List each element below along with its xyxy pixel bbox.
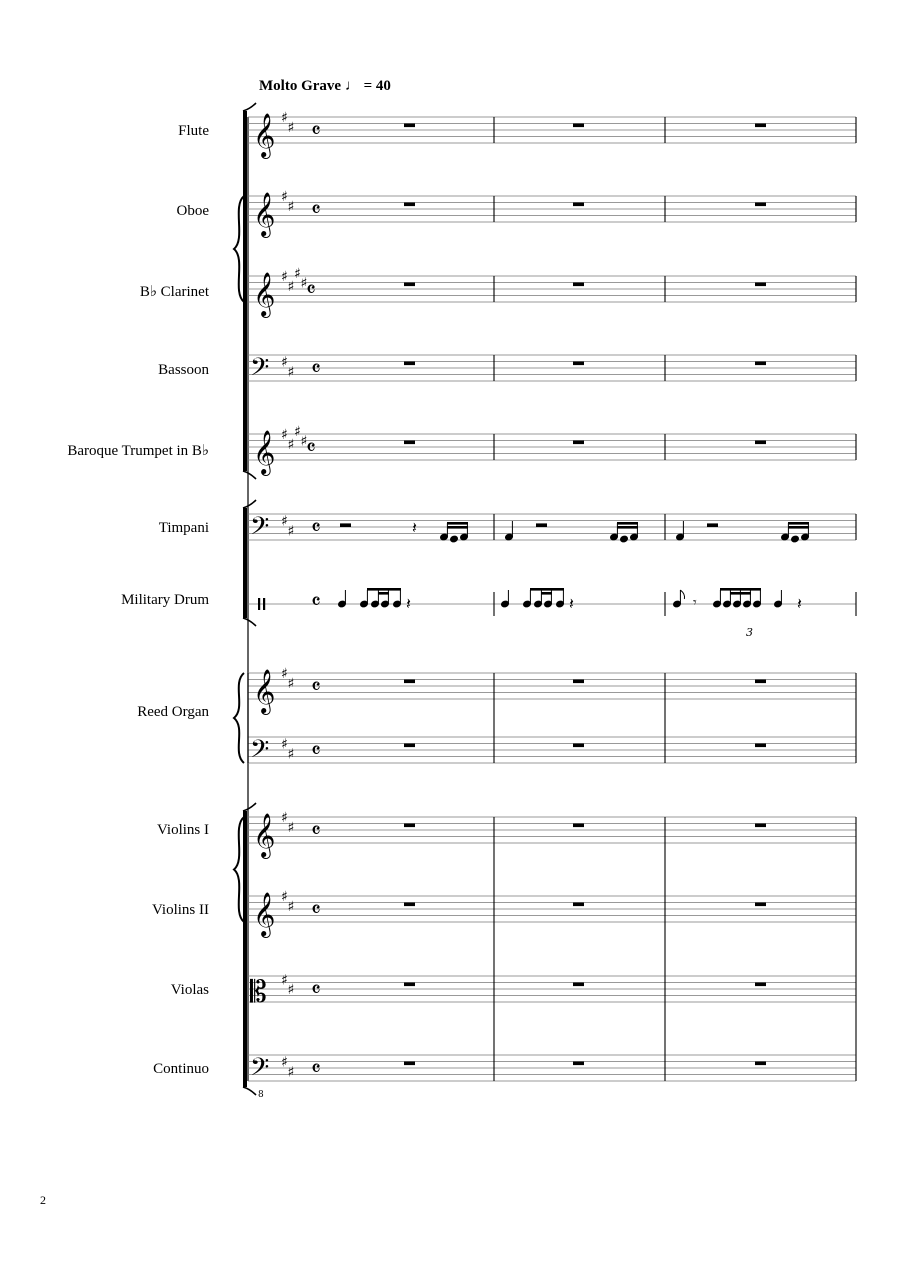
timpani-note: [620, 535, 629, 543]
military-drum-common-time-icon: 𝄴: [311, 590, 321, 615]
flute-whole-rest: [755, 124, 766, 128]
timpani-note: [791, 535, 800, 543]
instrument-name-violins-1: Violins I: [156, 822, 209, 838]
reed-organ-upper-sharp-icon: ♯: [287, 675, 295, 692]
military-drum-beam: [541, 592, 552, 595]
clarinet-sharp-icon: ♯: [281, 269, 288, 285]
instrument-name-flute: Flute: [178, 123, 209, 139]
tempo-equals: =: [363, 78, 373, 94]
reed-organ-upper-sharp-icon: ♯: [281, 666, 288, 682]
instrument-name-violas: Violas: [170, 982, 209, 998]
reed-organ-lower-bass-clef-icon: 𝄢: [250, 735, 270, 770]
instrument-name-trumpet: Baroque Trumpet in B♭: [67, 443, 209, 459]
timpani-beam: [617, 522, 638, 525]
clarinet-sharp-icon: ♯: [287, 278, 295, 295]
timpani-note: [450, 535, 459, 543]
violas-sharp-icon: ♯: [281, 972, 288, 989]
oboe-sharp-icon: ♯: [281, 189, 288, 205]
oboe-sharp-icon: ♯: [287, 198, 295, 215]
military-drum-quarter-rest-icon: 𝄽: [569, 594, 574, 613]
violins-1-whole-rest: [573, 824, 584, 828]
violins-1-sharp-icon: ♯: [287, 819, 295, 836]
trumpet-whole-rest: [404, 441, 415, 445]
violins-brace: [234, 817, 244, 922]
violas-whole-rest: [404, 983, 415, 987]
military-drum-beam: [378, 592, 389, 595]
reed-organ-upper-treble-clef-icon: 𝄞: [253, 669, 276, 713]
military-drum-quarter-rest-icon: 𝄽: [797, 594, 802, 613]
strings-bracket-hook: [243, 803, 256, 811]
military-drum-beam: [720, 588, 761, 591]
trumpet-sharp-icon: ♯: [281, 427, 288, 443]
instrument-name-oboe: Oboe: [176, 203, 209, 219]
trumpet-sharp-icon: ♯: [294, 423, 301, 440]
percussion-bracket-hook: [243, 618, 256, 626]
timpani-beam: [788, 522, 809, 525]
trumpet-treble-clef-icon: 𝄞: [253, 430, 276, 474]
continuo-whole-rest: [404, 1062, 415, 1066]
reed-organ-upper-common-time-icon: 𝄴: [311, 675, 321, 700]
trumpet-whole-rest: [755, 441, 766, 445]
timpani-bass-clef-icon: 𝄢: [250, 512, 270, 547]
oboe-common-time-icon: 𝄴: [311, 198, 321, 223]
military-drum-beam: [530, 588, 564, 591]
timpani-sharp-icon: ♯: [281, 513, 288, 530]
clarinet-whole-rest: [404, 283, 415, 287]
flute-whole-rest: [404, 124, 415, 128]
timpani-quarter-rest-icon: 𝄽: [412, 518, 417, 537]
bassoon-sharp-icon: ♯: [287, 364, 295, 381]
timpani-common-time-icon: 𝄴: [311, 516, 321, 541]
reed-organ-upper-whole-rest: [404, 680, 415, 684]
timpani-beam: [788, 526, 809, 529]
timpani-half-rest: [340, 523, 351, 527]
oboe-whole-rest: [404, 203, 415, 207]
tempo-text: Molto Grave: [259, 78, 342, 94]
oboe-whole-rest: [573, 203, 584, 207]
trumpet-sharp-icon: ♯: [300, 433, 308, 450]
continuo-bass-clef-icon: 𝄢: [250, 1053, 270, 1088]
winds-bracket-hook: [243, 103, 256, 111]
trumpet-common-time-icon: 𝄴: [306, 436, 316, 461]
trumpet-sharp-icon: ♯: [287, 436, 295, 453]
violins-2-whole-rest: [404, 903, 415, 907]
tuplet-number: 3: [746, 626, 753, 639]
reed-organ-lower-sharp-icon: ♯: [287, 746, 295, 763]
clarinet-whole-rest: [755, 283, 766, 287]
timpani-beam: [617, 526, 638, 529]
reed-organ-lower-common-time-icon: 𝄴: [311, 739, 321, 764]
flute-sharp-icon: ♯: [287, 119, 295, 136]
clarinet-common-time-icon: 𝄴: [306, 278, 316, 303]
bassoon-sharp-icon: ♯: [281, 354, 288, 371]
violas-sharp-icon: ♯: [287, 982, 295, 998]
military-drum-percussion-clef-icon: [263, 598, 265, 610]
trumpet-whole-rest: [573, 441, 584, 445]
violas-whole-rest: [755, 983, 766, 987]
violins-1-sharp-icon: ♯: [281, 810, 288, 826]
reed-organ-lower-whole-rest: [755, 744, 766, 748]
page-number: 2: [40, 1193, 46, 1207]
violas-whole-rest: [573, 983, 584, 987]
timpani-half-rest: [536, 523, 547, 527]
military-drum-quarter-rest-icon: 𝄽: [406, 594, 411, 613]
flute-sharp-icon: ♯: [281, 110, 288, 126]
military-drum-beam: [730, 592, 751, 595]
clarinet-sharp-icon: ♯: [294, 265, 301, 282]
timpani-beam: [447, 526, 468, 529]
violas-alto-clef-icon: 𝄡: [250, 975, 267, 1010]
timpani-sharp-icon: ♯: [287, 523, 295, 540]
violins-2-sharp-icon: ♯: [287, 898, 295, 915]
violins-1-whole-rest: [755, 824, 766, 828]
flute-treble-clef-icon: 𝄞: [253, 113, 276, 157]
instrument-name-reed-organ: Reed Organ: [137, 704, 209, 720]
military-drum-beam: [367, 588, 401, 591]
instrument-name-continuo: Continuo: [153, 1061, 209, 1077]
continuo-whole-rest: [755, 1062, 766, 1066]
continuo-whole-rest: [573, 1062, 584, 1066]
instrument-name-military-drum: Military Drum: [121, 592, 209, 608]
reed-organ-lower-sharp-icon: ♯: [281, 736, 288, 753]
bassoon-whole-rest: [404, 362, 415, 366]
bassoon-whole-rest: [573, 362, 584, 366]
instrument-name-timpani: Timpani: [158, 520, 209, 536]
percussion-bracket-hook: [243, 500, 256, 508]
violins-1-whole-rest: [404, 824, 415, 828]
flute-whole-rest: [573, 124, 584, 128]
bassoon-whole-rest: [755, 362, 766, 366]
instrument-name-bassoon: Bassoon: [158, 362, 209, 378]
military-drum-percussion-clef-icon: [258, 598, 260, 610]
violins-2-common-time-icon: 𝄴: [311, 898, 321, 923]
timpani-beam: [447, 522, 468, 525]
violins-1-treble-clef-icon: 𝄞: [253, 813, 276, 857]
tempo-bpm: 40: [375, 78, 391, 94]
instrument-name-violins-2: Violins II: [151, 902, 209, 918]
continuo-sharp-icon: ♯: [287, 1064, 295, 1081]
violins-2-whole-rest: [755, 903, 766, 907]
reed-organ-upper-whole-rest: [755, 680, 766, 684]
continuo-common-time-icon: 𝄴: [311, 1057, 321, 1082]
clarinet-treble-clef-icon: 𝄞: [253, 272, 276, 316]
oboe-treble-clef-icon: 𝄞: [253, 192, 276, 236]
reed-organ-upper-whole-rest: [573, 680, 584, 684]
continuo-sharp-icon: ♯: [281, 1054, 288, 1071]
timpani-half-rest: [707, 523, 718, 527]
clarinet-whole-rest: [573, 283, 584, 287]
reed-organ-lower-whole-rest: [573, 744, 584, 748]
violins-1-common-time-icon: 𝄴: [311, 819, 321, 844]
reed-organ-brace: [234, 673, 244, 763]
strings-bracket-hook: [243, 1087, 256, 1095]
military-drum-eighth-rest-icon: 𝄾: [693, 595, 697, 611]
bassoon-bass-clef-icon: 𝄢: [250, 353, 270, 388]
violins-2-sharp-icon: ♯: [281, 889, 288, 905]
violas-common-time-icon: 𝄴: [311, 978, 321, 1003]
bassoon-common-time-icon: 𝄴: [311, 357, 321, 382]
clarinet-sharp-icon: ♯: [300, 275, 308, 292]
system-marker: 8: [258, 1090, 264, 1100]
oboe-whole-rest: [755, 203, 766, 207]
reed-organ-lower-whole-rest: [404, 744, 415, 748]
oboe-clarinet-brace: [234, 196, 244, 302]
violins-2-treble-clef-icon: 𝄞: [253, 892, 276, 936]
violins-2-whole-rest: [573, 903, 584, 907]
instrument-name-clarinet: B♭ Clarinet: [139, 284, 209, 300]
quarter-note-icon: ♩: [344, 78, 360, 94]
flute-common-time-icon: 𝄴: [311, 119, 321, 144]
military-drum-flag: [680, 590, 684, 599]
